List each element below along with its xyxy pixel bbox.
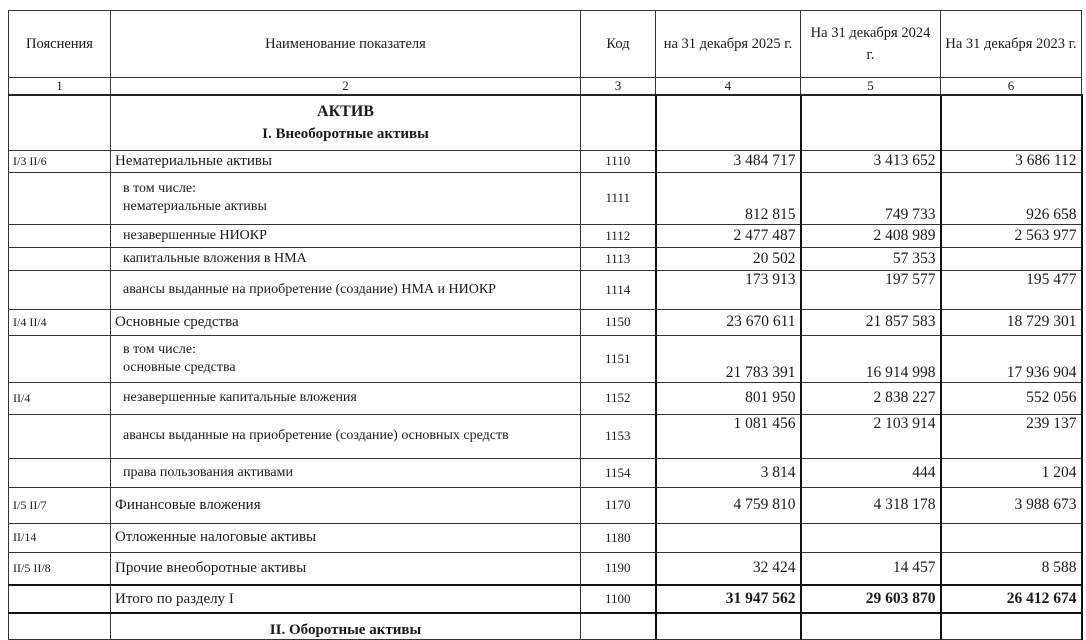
row-code: 1150 xyxy=(581,309,656,335)
value-2025: 31 947 562 xyxy=(656,585,801,613)
row-notes: I/3 II/6 xyxy=(9,150,111,172)
table-row xyxy=(9,382,1082,414)
value-2024: 444 xyxy=(801,458,941,487)
header-code: Код xyxy=(581,11,656,78)
row-code: 1114 xyxy=(581,270,656,309)
row-name: Нематериальные активы xyxy=(111,150,581,172)
row-name: авансы выданные на приобретение (создание) НМА и НИОКР xyxy=(111,270,581,309)
value-2025: 4 759 810 xyxy=(656,487,801,523)
header-row xyxy=(9,11,1082,78)
section-heading-row xyxy=(9,95,1082,150)
empty-cell xyxy=(801,613,941,640)
empty-cell xyxy=(656,613,801,640)
next-section-heading: II. Оборотные активы xyxy=(111,613,581,640)
value-2024: 14 457 xyxy=(801,552,941,585)
value-2023: 3 988 673 xyxy=(941,487,1082,523)
value-2023: 18 729 301 xyxy=(941,309,1082,335)
header-2025: на 31 декабря 2025 г. xyxy=(656,11,801,78)
empty-cell xyxy=(581,613,656,640)
row-code: 1152 xyxy=(581,382,656,414)
row-name: в том числе: основные средства xyxy=(111,335,581,382)
row-notes: II/14 xyxy=(9,523,111,552)
column-index: 3 xyxy=(581,78,656,96)
value-2025: 21 783 391 xyxy=(656,335,801,382)
row-name: в том числе: нематериальные активы xyxy=(111,172,581,224)
next-section-row xyxy=(9,613,1082,640)
row-name: капитальные вложения в НМА xyxy=(111,247,581,270)
row-code: 1154 xyxy=(581,458,656,487)
row-name: Итого по разделу I xyxy=(111,585,581,613)
row-name: незавершенные НИОКР xyxy=(111,224,581,247)
value-2023: 552 056 xyxy=(941,382,1082,414)
value-2024: 21 857 583 xyxy=(801,309,941,335)
value-2025: 23 670 611 xyxy=(656,309,801,335)
row-name: Прочие внеоборотные активы xyxy=(111,552,581,585)
value-2024: 4 318 178 xyxy=(801,487,941,523)
value-2023 xyxy=(941,523,1082,552)
column-index: 2 xyxy=(111,78,581,96)
table-row xyxy=(9,487,1082,523)
section-subtitle: I. Внеоборотные активы xyxy=(262,125,429,142)
value-2025: 3 814 xyxy=(656,458,801,487)
column-index: 4 xyxy=(656,78,801,96)
column-index: 6 xyxy=(941,78,1082,96)
header-2023: На 31 декабря 2023 г. xyxy=(941,11,1082,78)
value-2025: 801 950 xyxy=(656,382,801,414)
row-notes: II/4 xyxy=(9,382,111,414)
table-row xyxy=(9,224,1082,247)
table-row xyxy=(9,458,1082,487)
table-row xyxy=(9,270,1082,309)
value-2025: 3 484 717 xyxy=(656,150,801,172)
row-notes xyxy=(9,172,111,224)
value-2025: 32 424 xyxy=(656,552,801,585)
value-2024 xyxy=(801,523,941,552)
row-code: 1113 xyxy=(581,247,656,270)
value-2025: 20 502 xyxy=(656,247,801,270)
table-row xyxy=(9,172,1082,224)
row-name: Основные средства xyxy=(111,309,581,335)
value-2025: 1 081 456 xyxy=(656,414,801,458)
row-notes xyxy=(9,224,111,247)
value-2024: 3 413 652 xyxy=(801,150,941,172)
value-2023: 2 563 977 xyxy=(941,224,1082,247)
value-2024: 749 733 xyxy=(801,172,941,224)
table-row xyxy=(9,523,1082,552)
value-2023: 239 137 xyxy=(941,414,1082,458)
row-name: права пользования активами xyxy=(111,458,581,487)
header-notes: Пояснения xyxy=(9,11,111,78)
value-2023: 17 936 904 xyxy=(941,335,1082,382)
row-code: 1111 xyxy=(581,172,656,224)
value-2023: 8 588 xyxy=(941,552,1082,585)
row-notes xyxy=(9,414,111,458)
value-2025: 812 815 xyxy=(656,172,801,224)
row-notes xyxy=(9,458,111,487)
value-2024: 29 603 870 xyxy=(801,585,941,613)
row-notes: I/5 II/7 xyxy=(9,487,111,523)
table-row xyxy=(9,335,1082,382)
row-notes xyxy=(9,335,111,382)
section-heading xyxy=(111,95,581,150)
column-index: 5 xyxy=(801,78,941,96)
row-name: авансы выданные на приобретение (создание) основных средств xyxy=(111,414,581,458)
row-code: 1180 xyxy=(581,523,656,552)
row-code: 1110 xyxy=(581,150,656,172)
value-2024: 2 103 914 xyxy=(801,414,941,458)
row-notes xyxy=(9,270,111,309)
value-2023 xyxy=(941,247,1082,270)
row-code: 1190 xyxy=(581,552,656,585)
value-2023: 926 658 xyxy=(941,172,1082,224)
row-notes: I/4 II/4 xyxy=(9,309,111,335)
row-notes xyxy=(9,247,111,270)
table-row xyxy=(9,150,1082,172)
table-row xyxy=(9,247,1082,270)
header-indicator-name: Наименование показателя xyxy=(111,11,581,78)
table-row xyxy=(9,309,1082,335)
column-index: 1 xyxy=(9,78,111,96)
balance-sheet-table xyxy=(8,10,1083,640)
value-2024: 57 353 xyxy=(801,247,941,270)
value-2024: 16 914 998 xyxy=(801,335,941,382)
value-2024: 2 838 227 xyxy=(801,382,941,414)
row-name: незавершенные капитальные вложения xyxy=(111,382,581,414)
value-2023: 1 204 xyxy=(941,458,1082,487)
row-code: 1153 xyxy=(581,414,656,458)
section-title: АКТИВ xyxy=(317,102,374,120)
row-code: 1151 xyxy=(581,335,656,382)
row-code: 1100 xyxy=(581,585,656,613)
table-row xyxy=(9,414,1082,458)
value-2024: 2 408 989 xyxy=(801,224,941,247)
row-notes: II/5 II/8 xyxy=(9,552,111,585)
value-2023: 195 477 xyxy=(941,270,1082,309)
column-index-row xyxy=(9,78,1082,96)
value-2025: 2 477 487 xyxy=(656,224,801,247)
table-row xyxy=(9,585,1082,613)
value-2025: 173 913 xyxy=(656,270,801,309)
table-row xyxy=(9,552,1082,585)
row-name: Финансовые вложения xyxy=(111,487,581,523)
row-notes xyxy=(9,585,111,613)
row-code: 1112 xyxy=(581,224,656,247)
empty-cell xyxy=(9,613,111,640)
value-2023: 3 686 112 xyxy=(941,150,1082,172)
empty-cell xyxy=(941,613,1082,640)
row-name: Отложенные налоговые активы xyxy=(111,523,581,552)
value-2024: 197 577 xyxy=(801,270,941,309)
row-code: 1170 xyxy=(581,487,656,523)
value-2025 xyxy=(656,523,801,552)
value-2023: 26 412 674 xyxy=(941,585,1082,613)
header-2024: На 31 декабря 2024 г. xyxy=(801,11,941,78)
